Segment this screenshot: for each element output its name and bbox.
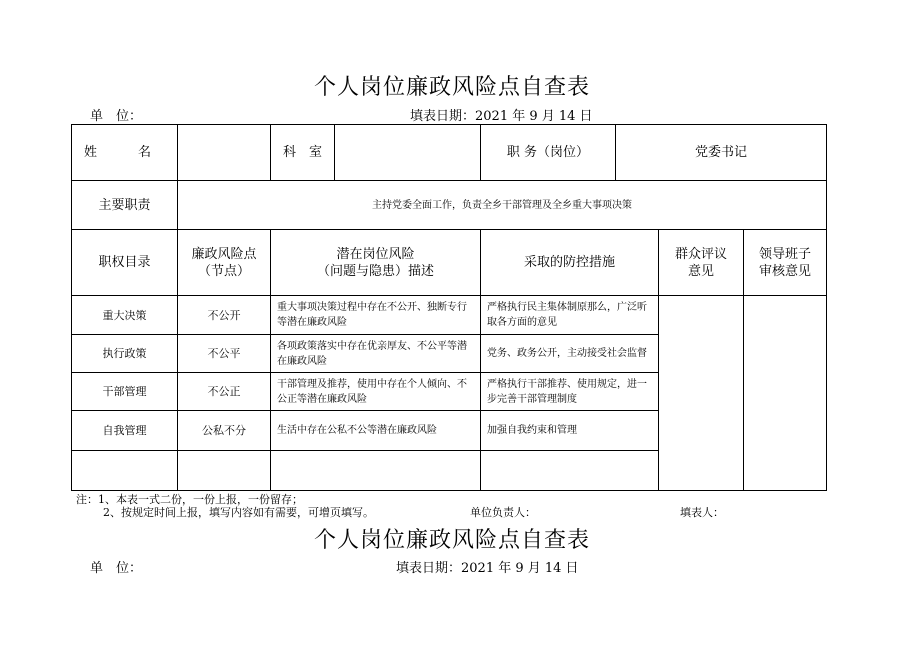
name-value[interactable] — [178, 125, 271, 181]
authority-cell: 执行政策 — [72, 335, 178, 373]
risk-point-cell: 不公正 — [178, 373, 271, 411]
table-row — [72, 296, 827, 335]
risk-desc-cell: 各项政策落实中存在优亲厚友、不公平等潜在廉政风险 — [271, 335, 481, 373]
risk-point-cell: 不公开 — [178, 296, 271, 335]
note-line-1: 注：1、本表一式二份，一份上报，一份留存； — [76, 493, 303, 506]
header-risk-desc: 潜在岗位风险 （问题与隐患）描述 — [271, 230, 481, 296]
filler-label: 填表人： — [680, 506, 724, 519]
duty-label: 主要职责 — [72, 181, 178, 230]
unit-label: 单 位： — [90, 109, 143, 124]
risk-point-cell: 公私不分 — [178, 411, 271, 451]
measures-cell: 严格执行民主集体制原那么，广泛听取各方面的意见 — [481, 296, 659, 335]
dept-label: 科 室 — [271, 125, 335, 181]
position-label: 职 务（岗位） — [481, 125, 616, 181]
header-risk-point: 廉政风险点 （节点） — [178, 230, 271, 296]
form2-title: 个人岗位廉政风险点自查表 — [314, 528, 591, 553]
dept-value[interactable] — [335, 125, 481, 181]
risk-point-cell[interactable] — [178, 451, 271, 491]
risk-point-cell: 不公平 — [178, 335, 271, 373]
duty-value[interactable]: 主持党委全面工作，负责全乡干部管理及全乡重大事项决策 — [178, 181, 827, 230]
authority-cell: 自我管理 — [72, 411, 178, 451]
measures-cell: 严格执行干部推荐、使用规定，进一步完善干部管理制度 — [481, 373, 659, 411]
risk-desc-cell: 重大事项决策过程中存在不公开、独断专行等潜在廉政风险 — [271, 296, 481, 335]
measures-cell[interactable] — [481, 451, 659, 491]
header-public-opinion: 群众评议 意见 — [659, 230, 744, 296]
measures-cell: 加强自我约束和管理 — [481, 411, 659, 451]
name-label: 姓 名 — [72, 125, 178, 181]
risk-desc-cell: 干部管理及推荐，使用中存在个人倾向、不公正等潜在廉政风险 — [271, 373, 481, 411]
form-title: 个人岗位廉政风险点自查表 — [314, 75, 591, 100]
authority-cell: 干部管理 — [72, 373, 178, 411]
risk-desc-cell: 生活中存在公私不公等潜在廉政风险 — [271, 411, 481, 451]
measures-cell: 党务、政务公开，主动接受社会监督 — [481, 335, 659, 373]
leader-review-cell[interactable] — [744, 296, 827, 491]
position-value[interactable]: 党委书记 — [616, 125, 827, 181]
header-leader-review: 领导班子 审核意见 — [744, 230, 827, 296]
note-line-2: 2、按规定时间上报，填写内容如有需要，可增页填写。 — [103, 506, 374, 519]
public-opinion-cell[interactable] — [659, 296, 744, 491]
header-authority: 职权目录 — [72, 230, 178, 296]
form2-fill-date: 填表日期：2021 年 9 月 14 日 — [396, 561, 579, 576]
header-measures: 采取的防控措施 — [481, 230, 659, 296]
fill-date: 填表日期：2021 年 9 月 14 日 — [410, 109, 593, 124]
self-check-table — [71, 124, 827, 491]
authority-cell[interactable] — [72, 451, 178, 491]
authority-cell: 重大决策 — [72, 296, 178, 335]
form2-unit-label: 单 位： — [90, 561, 143, 576]
unit-head-label: 单位负责人： — [470, 506, 536, 519]
risk-desc-cell[interactable] — [271, 451, 481, 491]
